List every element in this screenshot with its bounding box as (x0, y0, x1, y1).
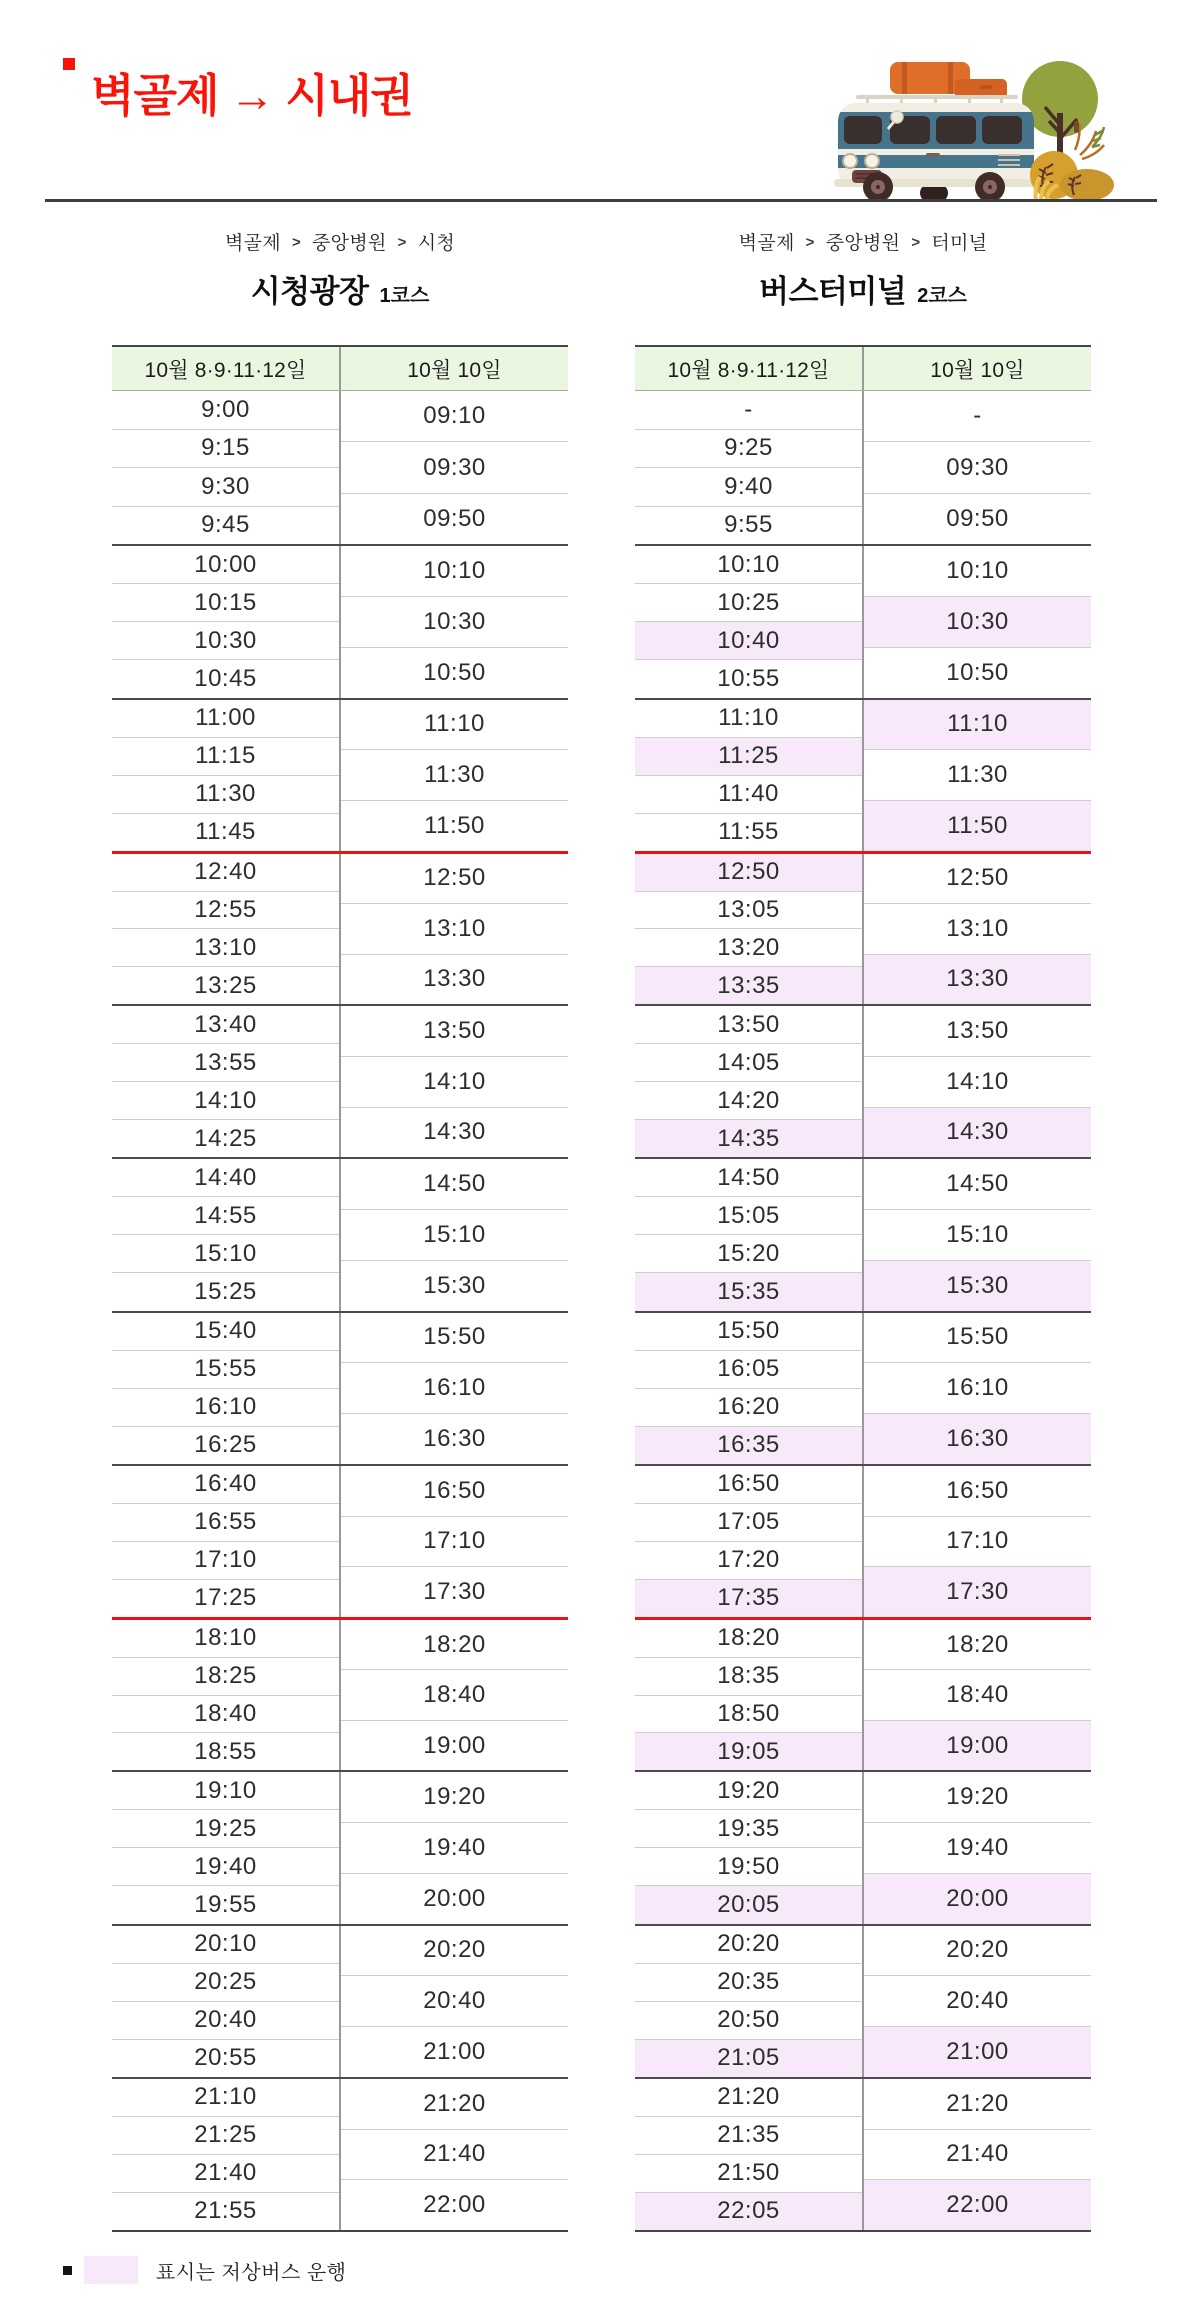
weekday-times-column (635, 854, 864, 1004)
hour-block (635, 698, 1091, 851)
time-cell: 17:10 (864, 1516, 1091, 1567)
weekday-times-column (112, 700, 341, 851)
time-cell: 15:10 (864, 1209, 1091, 1260)
time-cell-low-floor: 16:30 (864, 1413, 1091, 1464)
time-cell: 10:10 (864, 546, 1091, 596)
breadcrumb-chevron-icon: > (291, 234, 302, 251)
time-cell: 9:25 (635, 429, 862, 468)
weekday-times-column (635, 1772, 864, 1923)
page-title: 벽골제 → 시내권 (91, 70, 413, 121)
weekday-times-column (112, 1006, 341, 1157)
time-cell: 11:15 (112, 737, 339, 775)
column-header: 10월 10일 (407, 358, 502, 382)
time-cell: 19:20 (635, 1772, 862, 1809)
hour-block (112, 851, 568, 1004)
route-name: 시청광장 (250, 274, 369, 309)
timetable-cityhall-plaza (112, 222, 568, 2237)
time-cell: 13:20 (635, 928, 862, 966)
weekday-times-column (112, 2079, 341, 2230)
breadcrumb-item: 시청 (417, 233, 456, 254)
time-cell-low-floor: 10:40 (635, 621, 862, 659)
time-cell: 21:25 (112, 2116, 339, 2154)
breadcrumb-chevron-icon: > (911, 234, 921, 251)
low-floor-swatch-icon (84, 2256, 138, 2284)
time-cell: 15:30 (341, 1260, 568, 1311)
camper-van-illustration (830, 55, 1115, 202)
time-cell: 20:50 (635, 2001, 862, 2039)
time-cell-low-floor: 17:35 (635, 1579, 862, 1617)
time-cell: 14:10 (341, 1056, 568, 1107)
oct10-times-column (864, 1466, 1091, 1617)
time-cell: 13:05 (635, 891, 862, 929)
breadcrumb (635, 228, 1091, 255)
oct10-times-column (341, 854, 568, 1004)
column-header: 10월 8·9·11·12일 (635, 347, 864, 390)
time-cell: 15:55 (112, 1350, 339, 1388)
hour-block (635, 1617, 1091, 1770)
time-cell: 14:10 (864, 1056, 1091, 1107)
oct10-times-column (864, 546, 1091, 697)
hour-block (112, 1924, 568, 2077)
time-cell: 10:55 (635, 659, 862, 697)
oct10-times-column (341, 1313, 568, 1464)
hour-block (112, 1004, 568, 1157)
time-cell: 12:50 (864, 854, 1091, 903)
time-cell: 18:55 (112, 1732, 339, 1770)
oct10-times-column (341, 1466, 568, 1617)
course-label: 1코스 (379, 285, 430, 307)
time-cell-low-floor: 11:25 (635, 737, 862, 775)
time-cell: 19:20 (341, 1772, 568, 1822)
time-cell-low-floor: 13:35 (635, 966, 862, 1004)
oct10-times-column (864, 700, 1091, 851)
timetable-bus-terminal (635, 222, 1091, 2237)
weekday-times-column (635, 391, 864, 544)
time-cell-low-floor: 22:00 (864, 2179, 1091, 2230)
time-cell: 16:50 (864, 1466, 1091, 1516)
timetable-header-row (112, 347, 568, 391)
time-cell: 19:00 (341, 1720, 568, 1770)
hour-block (112, 1464, 568, 1617)
time-cell: 14:25 (112, 1119, 339, 1157)
time-cell: 11:40 (635, 775, 862, 813)
time-cell: 20:20 (635, 1926, 862, 1963)
weekday-times-column (635, 1006, 864, 1157)
time-cell: 18:50 (635, 1695, 862, 1733)
hour-block (112, 2077, 568, 2230)
time-cell: 9:55 (635, 506, 862, 545)
time-cell: 10:15 (112, 583, 339, 621)
time-cell: 10:30 (341, 596, 568, 647)
oct10-times-column (341, 1772, 568, 1923)
time-cell: 20:40 (112, 2001, 339, 2039)
time-cell: 09:30 (341, 441, 568, 492)
time-cell: 13:40 (112, 1006, 339, 1043)
time-cell: 12:55 (112, 891, 339, 929)
time-cell: 09:10 (341, 391, 568, 441)
time-cell: 16:40 (112, 1466, 339, 1503)
weekday-times-column (112, 854, 341, 1004)
hour-block (112, 1770, 568, 1923)
time-cell: - (864, 391, 1091, 441)
time-cell: 11:50 (341, 800, 568, 851)
time-cell: 13:30 (341, 954, 568, 1004)
time-cell: 9:45 (112, 506, 339, 545)
time-cell: 19:35 (635, 1809, 862, 1847)
time-cell: 15:25 (112, 1272, 339, 1310)
time-cell: 20:55 (112, 2039, 339, 2077)
time-cell-low-floor: 21:05 (635, 2039, 862, 2077)
time-cell: 20:40 (864, 1975, 1091, 2026)
time-cell: 20:25 (112, 1963, 339, 2001)
time-cell: 13:10 (864, 903, 1091, 953)
time-cell: 16:30 (341, 1413, 568, 1464)
time-cell: 10:00 (112, 546, 339, 583)
time-cell: 10:10 (341, 546, 568, 596)
time-cell: 9:30 (112, 467, 339, 506)
time-cell: 14:50 (341, 1159, 568, 1209)
legend-text: 표시는 저상버스 운행 (156, 2261, 347, 2284)
time-cell: 17:10 (341, 1516, 568, 1567)
time-cell: 9:00 (112, 391, 339, 429)
time-cell: 20:20 (864, 1926, 1091, 1976)
time-cell: 17:30 (341, 1566, 568, 1617)
time-cell-low-floor: 15:30 (864, 1260, 1091, 1311)
timetable (112, 345, 568, 2232)
breadcrumb-item: 터미널 (931, 233, 988, 254)
title-bullet-square-icon (63, 58, 75, 70)
time-cell: 19:20 (864, 1772, 1091, 1822)
weekday-times-column (635, 546, 864, 697)
time-cell-low-floor: 15:35 (635, 1272, 862, 1310)
time-cell: 19:55 (112, 1885, 339, 1923)
hour-block (635, 1464, 1091, 1617)
time-cell: 18:40 (864, 1669, 1091, 1719)
time-cell: 09:30 (864, 441, 1091, 492)
oct10-times-column (864, 1159, 1091, 1310)
time-cell: 20:10 (112, 1926, 339, 1963)
time-cell: 10:25 (635, 583, 862, 621)
time-cell: 15:10 (112, 1234, 339, 1272)
table-title (112, 266, 568, 311)
hour-block (112, 1157, 568, 1310)
weekday-times-column (635, 1926, 864, 2077)
weekday-times-column (635, 1313, 864, 1464)
oct10-times-column (864, 1926, 1091, 2077)
time-cell: 17:25 (112, 1579, 339, 1617)
weekday-times-column (635, 1159, 864, 1310)
time-cell-low-floor: 17:30 (864, 1566, 1091, 1617)
weekday-times-column (635, 2079, 864, 2230)
time-cell: 20:35 (635, 1963, 862, 2001)
time-cell: 18:40 (112, 1695, 339, 1733)
hour-block (635, 1924, 1091, 2077)
time-cell: 18:25 (112, 1657, 339, 1695)
hour-block (635, 851, 1091, 1004)
breadcrumb-chevron-icon: > (805, 234, 815, 251)
time-cell-low-floor: 14:35 (635, 1119, 862, 1157)
time-cell: 17:20 (635, 1541, 862, 1579)
hour-block (635, 1311, 1091, 1464)
oct10-times-column (864, 2079, 1091, 2230)
time-cell: 17:10 (112, 1541, 339, 1579)
time-cell: 11:45 (112, 813, 339, 851)
time-cell: 09:50 (341, 493, 568, 544)
time-cell: 10:50 (864, 647, 1091, 698)
time-cell-low-floor: 19:00 (864, 1720, 1091, 1770)
column-header: 10월 10일 (930, 358, 1025, 382)
time-cell-low-floor: 21:00 (864, 2026, 1091, 2077)
time-cell: 16:20 (635, 1388, 862, 1426)
time-cell: 19:10 (112, 1772, 339, 1809)
time-cell: 18:35 (635, 1657, 862, 1695)
time-cell: 21:10 (112, 2079, 339, 2116)
weekday-times-column (112, 546, 341, 697)
oct10-times-column (864, 1772, 1091, 1923)
hour-block (635, 2077, 1091, 2230)
time-cell: 15:05 (635, 1196, 862, 1234)
van-icon (834, 62, 1034, 202)
time-cell-low-floor: 10:30 (864, 596, 1091, 647)
time-cell: 16:10 (864, 1362, 1091, 1413)
time-cell: 21:40 (341, 2129, 568, 2180)
time-cell: 21:35 (635, 2116, 862, 2154)
time-cell-low-floor: 19:05 (635, 1732, 862, 1770)
time-cell: 21:20 (635, 2079, 862, 2116)
time-cell: 11:10 (341, 700, 568, 750)
weekday-times-column (112, 1620, 341, 1770)
time-cell: 10:30 (112, 621, 339, 659)
time-cell: 14:50 (635, 1159, 862, 1196)
time-cell: 18:40 (341, 1669, 568, 1719)
legend-bullet-square-icon (63, 2266, 72, 2275)
time-cell: 11:10 (635, 700, 862, 737)
header-divider (45, 199, 1157, 202)
time-cell: 14:55 (112, 1196, 339, 1234)
time-cell: 11:55 (635, 813, 862, 851)
time-cell: 13:50 (864, 1006, 1091, 1056)
time-cell-low-floor: 20:05 (635, 1885, 862, 1923)
oct10-times-column (341, 1159, 568, 1310)
time-cell: 14:40 (112, 1159, 339, 1196)
time-cell: 18:20 (864, 1620, 1091, 1669)
time-cell: 15:50 (341, 1313, 568, 1363)
time-cell: 13:50 (635, 1006, 862, 1043)
oct10-times-column (341, 700, 568, 851)
oct10-times-column (864, 1313, 1091, 1464)
oct10-times-column (864, 391, 1091, 544)
time-cell: 21:20 (341, 2079, 568, 2129)
hour-block (635, 1004, 1091, 1157)
legend (63, 2253, 347, 2287)
table-title (635, 266, 1091, 311)
breadcrumb-item: 벽골제 (738, 233, 795, 254)
weekday-times-column (635, 1620, 864, 1770)
hour-block (112, 1311, 568, 1464)
time-cell: 10:10 (635, 546, 862, 583)
breadcrumb-item: 벽골제 (224, 233, 281, 254)
time-cell: 11:30 (341, 749, 568, 800)
route-name: 버스터미널 (759, 274, 907, 309)
time-cell: 21:00 (341, 2026, 568, 2077)
time-cell: 14:50 (864, 1159, 1091, 1209)
time-cell: 16:55 (112, 1503, 339, 1541)
time-cell: 16:10 (341, 1362, 568, 1413)
time-cell: 20:00 (341, 1873, 568, 1924)
hour-block (635, 1157, 1091, 1310)
time-cell: 16:05 (635, 1350, 862, 1388)
time-cell: 19:40 (341, 1822, 568, 1873)
time-cell: 13:25 (112, 966, 339, 1004)
time-cell-low-floor: 20:00 (864, 1873, 1091, 1924)
time-cell-low-floor: 11:50 (864, 800, 1091, 851)
timetable-header-row (635, 347, 1091, 391)
time-cell: 16:25 (112, 1426, 339, 1464)
time-cell: 15:50 (635, 1313, 862, 1350)
time-cell: 16:10 (112, 1388, 339, 1426)
time-cell: - (635, 391, 862, 429)
hour-block (635, 1770, 1091, 1923)
time-cell: 12:50 (341, 854, 568, 903)
column-header: 10월 8·9·11·12일 (112, 347, 341, 390)
hour-block (635, 391, 1091, 544)
time-cell: 19:40 (112, 1847, 339, 1885)
time-cell: 21:50 (635, 2154, 862, 2192)
time-cell: 15:20 (635, 1234, 862, 1272)
time-cell-low-floor: 14:30 (864, 1107, 1091, 1158)
oct10-times-column (341, 1006, 568, 1157)
time-cell: 18:20 (341, 1620, 568, 1669)
hour-block (635, 544, 1091, 697)
oct10-times-column (341, 546, 568, 697)
time-cell: 09:50 (864, 493, 1091, 544)
time-cell: 11:30 (112, 775, 339, 813)
hour-block (112, 391, 568, 544)
oct10-times-column (864, 1006, 1091, 1157)
hour-block (112, 544, 568, 697)
time-cell: 21:20 (864, 2079, 1091, 2129)
weekday-times-column (112, 391, 341, 544)
time-cell: 12:40 (112, 854, 339, 891)
time-cell: 21:55 (112, 2192, 339, 2230)
breadcrumb-item: 중앙병원 (825, 233, 901, 254)
time-cell: 15:50 (864, 1313, 1091, 1363)
weekday-times-column (112, 1313, 341, 1464)
time-cell: 13:10 (341, 903, 568, 953)
time-cell-low-floor: 12:50 (635, 854, 862, 891)
time-cell: 21:40 (864, 2129, 1091, 2180)
breadcrumb-chevron-icon: > (397, 234, 407, 251)
time-cell-low-floor: 22:05 (635, 2192, 862, 2230)
time-cell: 15:10 (341, 1209, 568, 1260)
time-cell: 13:55 (112, 1043, 339, 1081)
weekday-times-column (112, 1466, 341, 1617)
time-cell: 20:20 (341, 1926, 568, 1976)
time-cell-low-floor: 16:35 (635, 1426, 862, 1464)
time-cell: 21:40 (112, 2154, 339, 2192)
time-cell-low-floor: 13:30 (864, 954, 1091, 1004)
weekday-times-column (112, 1159, 341, 1310)
time-cell: 19:50 (635, 1847, 862, 1885)
oct10-times-column (341, 391, 568, 544)
oct10-times-column (341, 2079, 568, 2230)
weekday-times-column (112, 1926, 341, 2077)
time-cell: 15:40 (112, 1313, 339, 1350)
hour-block (112, 698, 568, 851)
time-cell-low-floor: 11:10 (864, 700, 1091, 750)
time-cell: 10:50 (341, 647, 568, 698)
time-cell: 13:50 (341, 1006, 568, 1056)
oct10-times-column (864, 1620, 1091, 1770)
time-cell: 11:00 (112, 700, 339, 737)
time-cell: 14:30 (341, 1107, 568, 1158)
time-cell: 9:40 (635, 467, 862, 506)
timetable (635, 345, 1091, 2232)
oct10-times-column (341, 1926, 568, 2077)
hour-block (112, 1617, 568, 1770)
time-cell: 11:30 (864, 749, 1091, 800)
time-cell: 18:10 (112, 1620, 339, 1657)
time-cell: 16:50 (341, 1466, 568, 1516)
breadcrumb-item: 중앙병원 (312, 233, 387, 254)
time-cell: 14:05 (635, 1043, 862, 1081)
time-cell: 19:25 (112, 1809, 339, 1847)
time-cell: 22:00 (341, 2179, 568, 2230)
time-cell: 19:40 (864, 1822, 1091, 1873)
oct10-times-column (864, 854, 1091, 1004)
weekday-times-column (112, 1772, 341, 1923)
time-cell: 10:45 (112, 659, 339, 697)
time-cell: 14:20 (635, 1081, 862, 1119)
weekday-times-column (635, 1466, 864, 1617)
time-cell: 14:10 (112, 1081, 339, 1119)
time-cell: 13:10 (112, 928, 339, 966)
time-cell: 9:15 (112, 429, 339, 468)
oct10-times-column (341, 1620, 568, 1770)
time-cell: 18:20 (635, 1620, 862, 1657)
time-cell: 17:05 (635, 1503, 862, 1541)
course-label: 2코스 (917, 285, 967, 307)
time-cell: 20:40 (341, 1975, 568, 2026)
breadcrumb (112, 228, 568, 255)
weekday-times-column (635, 700, 864, 851)
time-cell: 16:50 (635, 1466, 862, 1503)
